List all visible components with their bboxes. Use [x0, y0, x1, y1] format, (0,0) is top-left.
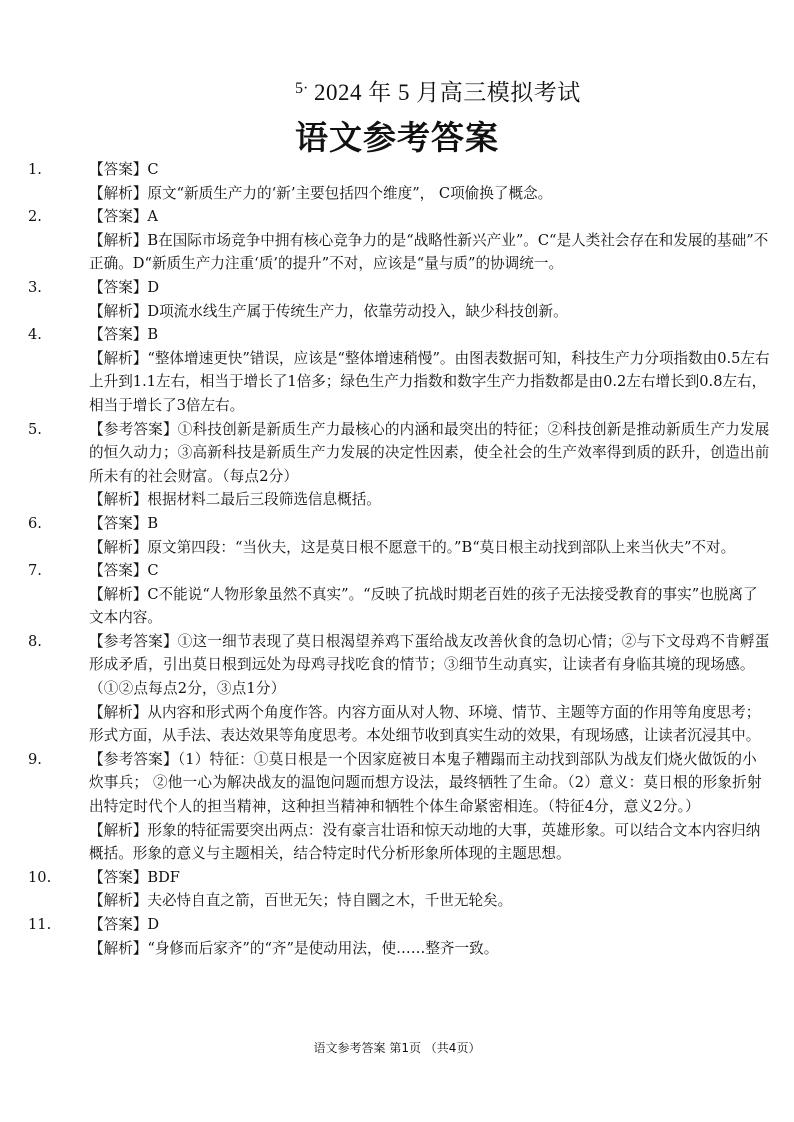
answer-list	[28, 158, 770, 960]
item-number: 4.	[28, 326, 42, 344]
item-number: 10.	[28, 868, 52, 886]
answer-line: 【答案】BDF	[89, 868, 180, 886]
corner-mark: 5·	[295, 80, 309, 97]
answer-line: 【答案】A	[89, 208, 158, 226]
page-footer: 语文参考答案 第1页 （共4页）	[313, 1041, 481, 1055]
item-number: 6.	[28, 514, 42, 532]
explanation-text: 【解析】B在国际市场竞争中拥有核心竞争力的是“战略性新兴产业”。C“是人类社会存在和发展的基础”不正确。D“新质生产力注重‘质’的提升”不对，应该是“量与质”的协调统一。	[89, 231, 769, 273]
answer-line: 【答案】D	[89, 916, 160, 933]
item-number: 11.	[28, 916, 52, 933]
explanation-text: 【解析】原文“新质生产力的‘新’主要包括四个维度”， C项偷换了概念。	[89, 184, 553, 202]
answer-item-3	[28, 276, 770, 323]
answer-item-10	[28, 866, 770, 913]
answer-line: 【答案】B	[89, 514, 159, 532]
item-number: 7.	[28, 562, 42, 580]
answer-item-4	[28, 323, 770, 417]
answer-line: 【参考答案】①科技创新是新质生产力最核心的内涵和最突出的特征；②科技创新是推动新质生产力发展的恒久动力；③高新科技是新质生产力发展的决定性因素，使全社会的生产效率得到质的跃升，创造出前所未有的社会财富。（每点2分）	[89, 420, 770, 485]
answer-line: 【答案】D	[89, 278, 160, 296]
answer-line: 【答案】B	[89, 326, 159, 344]
explanation-text: 【解析】形象的特征需要突出两点：没有豪言壮语和惊天动地的大事，英雄形象。可以结合文本内容归纳概括。形象的意义与主题相关，结合特定时代分析形象所体现的主题思想。	[89, 821, 761, 863]
answer-line: 【答案】C	[89, 161, 159, 178]
explanation-text: 【解析】夫必恃自直之箭，百世无矢；恃自圜之木，千世无轮矣。	[89, 892, 513, 910]
item-number: 3.	[28, 278, 42, 296]
item-number: 1.	[28, 161, 42, 178]
answer-item-8	[28, 630, 770, 748]
page-title: 语文参考答案	[295, 118, 499, 157]
answer-line: 【答案】C	[89, 562, 159, 580]
item-number: 5.	[28, 420, 42, 438]
explanation-text: 【解析】原文第四段：“当伙夫，这是莫日根不愿意干的。”B“莫日根主动找到部队上来当伙夫”不对。	[89, 538, 736, 556]
answer-item-5	[28, 418, 770, 512]
answer-line: 【参考答案】①这一细节表现了莫日根渴望养鸡下蛋给战友改善伙食的急切心情；②与下文母鸡不肯孵蛋形成矛盾，引出莫日根到远处为母鸡寻找吃食的情节；③细节生动真实，让读者有身临其境的现场感。（①②点每点2分，③点1分）	[89, 632, 770, 698]
answer-item-9	[28, 748, 770, 866]
item-number: 9.	[28, 750, 42, 768]
exam-title: 2024 年 5 月高三模拟考试	[314, 80, 581, 105]
answer-line: 【参考答案】（1）特征：①莫日根是一个因家庭被日本鬼子糟蹋而主动找到部队为战友们烧火做饭的小炊事兵； ②他一心为解决战友的温饱问题而想方设法，最终牺牲了生命。（2）意义：莫日根的形象折射出特定时代个人的担当精神，这种担当精神和牺牲个体生命紧密相连。（特征4分，意义2分。）	[89, 750, 762, 816]
answer-item-7	[28, 559, 770, 630]
answer-item-2	[28, 205, 770, 276]
answer-item-11	[28, 913, 770, 960]
explanation-text: 【解析】C不能说“人物形象虽然不真实”。“反映了抗战时期老百姓的孩子无法接受教育的事实”也脱离了文本内容。	[89, 585, 758, 627]
explanation-text: 【解析】“身修而后家齐”的“齐”是使动用法，使……整齐一致。	[89, 939, 499, 957]
explanation-text: 【解析】D项流水线生产属于传统生产力，依靠劳动投入，缺少科技创新。	[89, 302, 568, 320]
answer-item-6	[28, 512, 770, 559]
explanation-text: 【解析】“整体增速更快”错误，应该是“整体增速稍慢”。由图表数据可知，科技生产力分项指数由0.5左右上升到1.1左右，相当于增长了1倍多；绿色生产力指数和数字生产力指数都是由0.2左右增长到0.8左右，相当于增长了3倍左右。	[89, 349, 770, 414]
answer-item-1	[28, 158, 770, 205]
item-number: 8.	[28, 632, 42, 650]
explanation-text: 【解析】从内容和形式两个角度作答。内容方面从对人物、环境、情节、主题等方面的作用等角度思考；形式方面，从手法、表达效果等角度思考。本处细节收到真实生动的效果，有现场感，让读者沉浸其中。	[89, 703, 761, 745]
item-number: 2.	[28, 208, 42, 226]
explanation-text: 【解析】根据材料二最后三段筛选信息概括。	[89, 491, 381, 509]
